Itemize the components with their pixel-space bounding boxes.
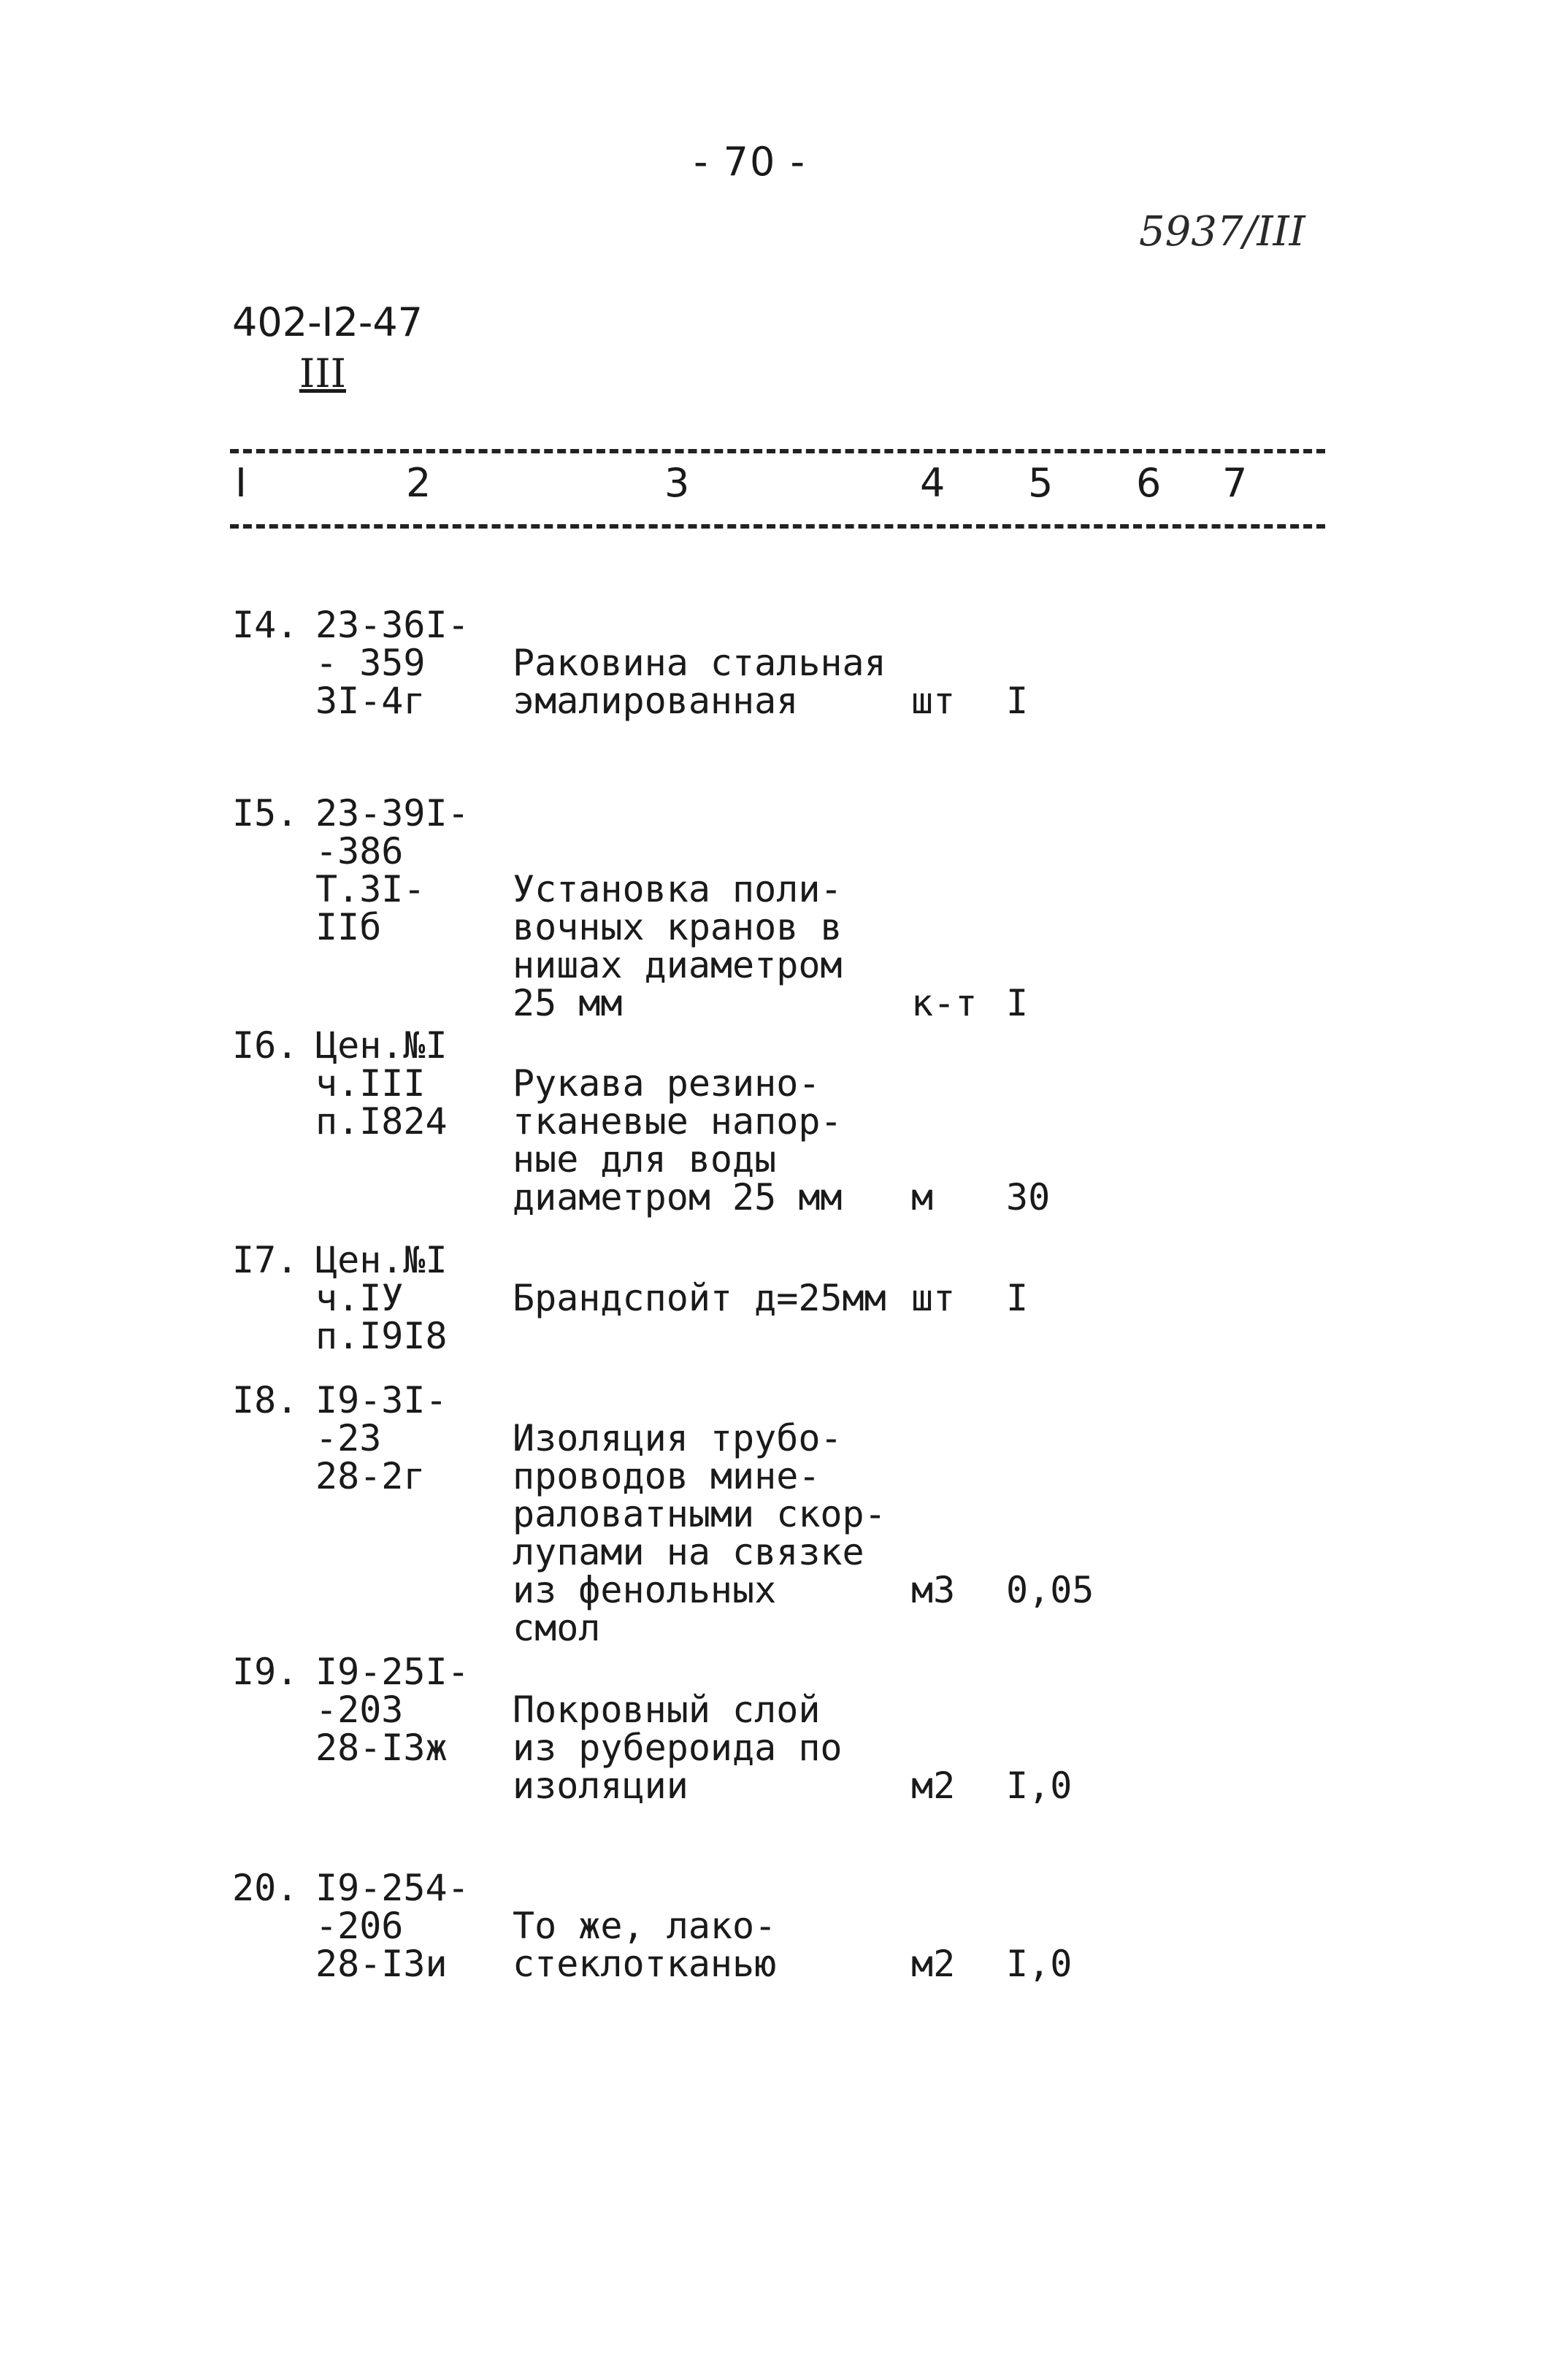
- column-header-5: 5: [1028, 460, 1054, 506]
- row-number: I9.: [232, 1651, 299, 1693]
- page-number: - 70 -: [694, 139, 807, 185]
- row-unit: м3: [911, 1569, 956, 1611]
- row-name: Рукава резино- тканевые напор- ные для воды диаметром 25 мм: [513, 1062, 843, 1218]
- row-unit: шт: [911, 680, 956, 722]
- row-number: 20.: [232, 1867, 299, 1909]
- row-name: Брандспойт д=25мм: [513, 1277, 886, 1319]
- column-header-2: 2: [406, 460, 432, 506]
- row-name: Покровный слой из рубероида по изоляции: [513, 1689, 843, 1807]
- row-code: 23-39I- -386 Т.3I- IIб: [315, 792, 469, 948]
- row-code: 23-36I- - 359 3I-4г: [315, 604, 469, 722]
- row-code: Цен.№I ч.III п.I824: [315, 1024, 448, 1143]
- row-code: I9-25I- -203 28-I3ж: [315, 1651, 469, 1769]
- row-quantity: I,0: [1006, 1943, 1073, 1985]
- row-number: I4.: [232, 604, 299, 646]
- column-header-1: I: [235, 460, 247, 506]
- row-unit: м: [911, 1176, 934, 1218]
- row-name: Изоляция трубо- проводов мине- раловатными скор- лупами на связке из фенольных смол: [513, 1417, 886, 1649]
- document-code: 402-I2-47: [232, 299, 423, 345]
- row-name: Раковина стальная эмалированная: [513, 642, 886, 722]
- row-quantity: I: [1006, 1277, 1029, 1319]
- row-quantity: I,0: [1006, 1765, 1073, 1807]
- table-rule-top: [230, 449, 1325, 453]
- row-number: I5.: [232, 792, 299, 834]
- row-code: I9-254- -206 28-I3и: [315, 1867, 469, 1985]
- row-number: I6.: [232, 1024, 299, 1067]
- row-number: I8.: [232, 1379, 299, 1421]
- column-header-7: 7: [1222, 460, 1248, 506]
- row-name: Установка поли- вочных кранов в нишах диаметром 25 мм: [513, 868, 843, 1024]
- row-number: I7.: [232, 1239, 299, 1281]
- row-unit: к-т: [911, 982, 978, 1024]
- table-rule-bottom: [230, 524, 1325, 529]
- column-header-3: 3: [664, 460, 690, 506]
- column-header-4: 4: [920, 460, 946, 506]
- row-quantity: I: [1006, 982, 1029, 1024]
- row-quantity: 30: [1006, 1176, 1051, 1218]
- row-unit: м2: [911, 1765, 956, 1807]
- row-code: I9-3I- -23 28-2г: [315, 1379, 448, 1497]
- row-unit: м2: [911, 1943, 956, 1985]
- row-quantity: 0,05: [1006, 1569, 1094, 1611]
- column-header-6: 6: [1136, 460, 1162, 506]
- row-code: Цен.№I ч.IУ п.I9I8: [315, 1239, 448, 1357]
- archive-mark: 5937/III: [1139, 208, 1305, 256]
- row-unit: шт: [911, 1277, 956, 1319]
- document-volume: III: [299, 350, 346, 396]
- row-quantity: I: [1006, 680, 1029, 722]
- row-name: То же, лако- стеклотканью: [513, 1905, 777, 1985]
